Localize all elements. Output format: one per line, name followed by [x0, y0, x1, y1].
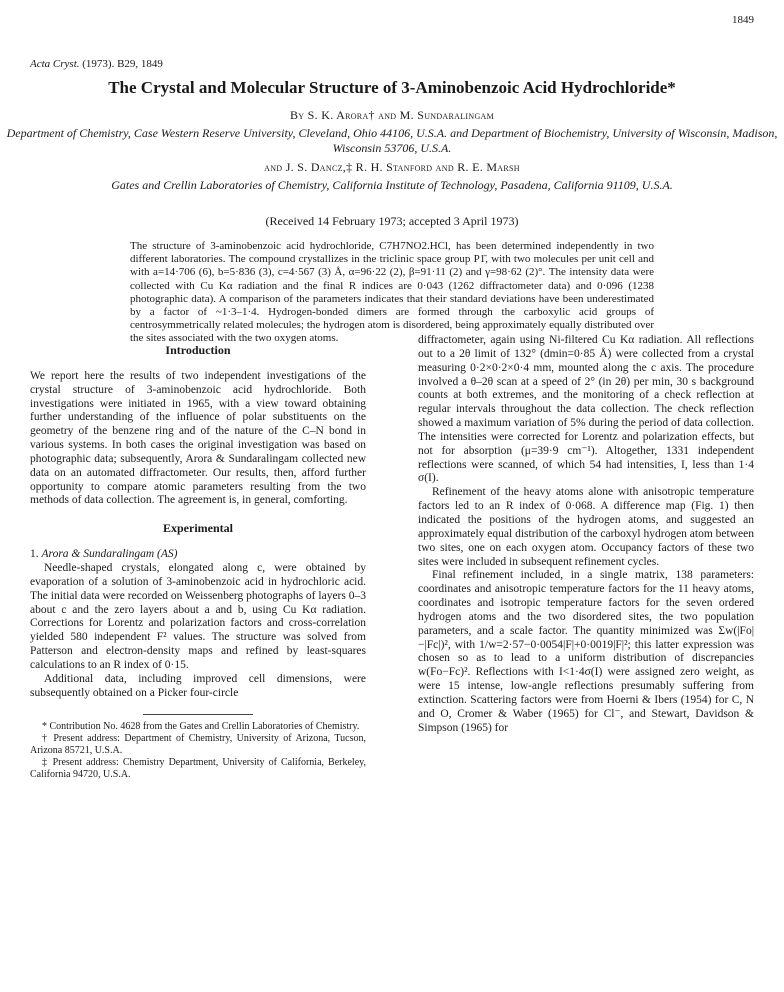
experimental-paragraph-3: diffractometer, again using Ni-filtered Cu Kα radiation. All reflections out to a 2θ limit of 132° (dmin=0·85 Å) were collected from a crystal measuring 0·2×0·2×0·4 mm, mounted along the c axis. The procedure involved a θ–2θ scan at a speed of 2° (in 2θ) per min, 30 s background counts at both extremes, and the monitoring of a check reflection at regular intervals throughout the data collection. The check reflection showed a maximum variation of 5% during the period of data collection. The intensities were corrected for Lorentz and polarization effects, but not for absorption (μ=39·9 cm⁻¹). Altogether, 1331 independent reflections were scanned, of which 54 had intensities, I, less than 1·4 σ(I).: [418, 334, 754, 485]
footnote-divider: [143, 714, 253, 715]
journal-name: Acta Cryst.: [30, 58, 80, 70]
abstract: The structure of 3-aminobenzoic acid hydrochloride, C7H7NO2.HCl, has been determined independently in two different laboratories. The compound crystallizes in the triclinic space group P1̄, with two molecules per unit cell and with a=14·706 (6), b=5·836 (3), c=4·567 (3) Å, α=96·22 (2), β=91·11 (2) and γ=98·62 (2)°. The intensity data were collected with Cu Kα radiation and the final R indices are 0·043 (1262 diffractometer data) and 0·096 (1238 photographic data). A comparison of the parameters indicates that their standard deviations have been underestimated by a factor of ~1·3–1·4. Hydrogen-bonded dimers are formed through the carboxylic acid groups of centrosymmetrically related molecules; the hydrogen atom is disordered, being approximately equally distributed over the sites associated with the two oxygen atoms.: [130, 240, 654, 345]
introduction-heading: Introduction: [165, 343, 231, 357]
subsection-number: 1.: [30, 548, 42, 561]
right-column: [418, 334, 754, 735]
refinement-paragraph-1: Refinement of the heavy atoms alone with anisotropic temperature factors led to an R index of 0·068. A difference map (Fig. 1) then indicated the positions of the hydrogen atoms, and suggested an approximately equal distribution of the carboxyl hydrogen atom between two sites, one on each oxygen atom. Occupancy factors of these two sites were included in subsequent refinement cycles.: [418, 486, 754, 568]
footnote: ‡ Present address: Chemistry Department, University of California, Berkeley, California 94720, U.S.A.: [30, 757, 366, 781]
introduction-paragraph: We report here the results of two independent investigations of the crystal structure of 3-aminobenzoic acid hydrochloride. Both investigations were initiated in 1965, with a view toward obtaining further understanding of the influence of polar substituents on the geometry of the benzene ring and of the nature of the C–N bond in various systems. In both cases the original investigation was based on photographic data; subsequently, Arora & Sundaralingam collected new data on an automated diffractometer. Our results, then, afford further opportunity to compare atomic parameters resulting from the two methods of data collection. The agreement is, in general, comforting.: [30, 369, 366, 507]
affiliation-1: Department of Chemistry, Case Western Reserve University, Cleveland, Ohio 44106, U.S.A. and Department of Biochemistry, University of Wisconsin, Madison, Wisconsin 53706, U.S.A.: [6, 126, 778, 155]
authors-group-2: and J. S. Dancz,‡ R. H. Stanford and R. E. Marsh: [264, 160, 520, 174]
left-column: [30, 334, 366, 781]
page-number: 1849: [732, 14, 754, 26]
refinement-paragraph-2: Final refinement included, in a single matrix, 138 parameters: coordinates and anisotropic temperature factors for the 11 heavy atoms, coordinates and isotropic temperature factors for the seven ordered hydrogen atoms and the two disordered sites, the two population parameters, and a scale factor. The quantity minimized was Σw(|Fo|−|Fc|)², with 1/w=2·57−0·0054|F|+0·0019|F|²; this latter expression was chosen so as to lead to a uniform distribution of discrepancies w(Fo−Fc)². Reflections with I<1·4σ(I) were assigned zero weight, as were 15 intense, low-angle reflections presumably suffering from extinction. Scattering factors were from Hoerni & Ibers (1954) for C, N and O, Cromer & Waber (1965) for Cl⁻, and Stewart, Davidson & Simpson (1965) for: [418, 569, 754, 734]
experimental-heading: Experimental: [163, 521, 233, 536]
subsection-heading: [30, 548, 366, 562]
journal-citation: [30, 58, 163, 70]
experimental-paragraph-2: Additional data, including improved cell dimensions, were subsequently obtained on a Picker four-circle: [30, 672, 366, 699]
journal-volume: (1973). B29, 1849: [79, 58, 163, 70]
subsection-name: Arora & Sundaralingam (AS): [41, 548, 178, 561]
footnote: † Present address: Department of Chemistry, University of Arizona, Tucson, Arizona 85721, U.S.A.: [30, 733, 366, 757]
footnote: * Contribution No. 4628 from the Gates and Crellin Laboratories of Chemistry.: [42, 721, 360, 733]
affiliation-2: Gates and Crellin Laboratories of Chemistry, California Institute of Technology, Pasadena, California 91109, U.S.A.: [111, 178, 673, 192]
paper-title: The Crystal and Molecular Structure of 3-Aminobenzoic Acid Hydrochloride*: [108, 78, 676, 97]
received-dates: (Received 14 February 1973; accepted 3 April 1973): [265, 214, 519, 228]
authors-group-1: By S. K. Arora† and M. Sundaralingam: [289, 108, 495, 122]
experimental-paragraph-1: Needle-shaped crystals, elongated along c, were obtained by evaporation of a solution of 3-aminobenzoic acid in hydrochloric acid. The initial data were recorded on Weissenberg photographs of layers 0–3 about c and the zero layers about a and b, using Cu Kα radiation. Corrections for Lorentz and polarization factors and cross-correlation yielded 580 independent F² values. The structure was solved from Patterson and electron-density maps and refined by least-squares calculations to an R index of 0·15.: [30, 561, 366, 671]
